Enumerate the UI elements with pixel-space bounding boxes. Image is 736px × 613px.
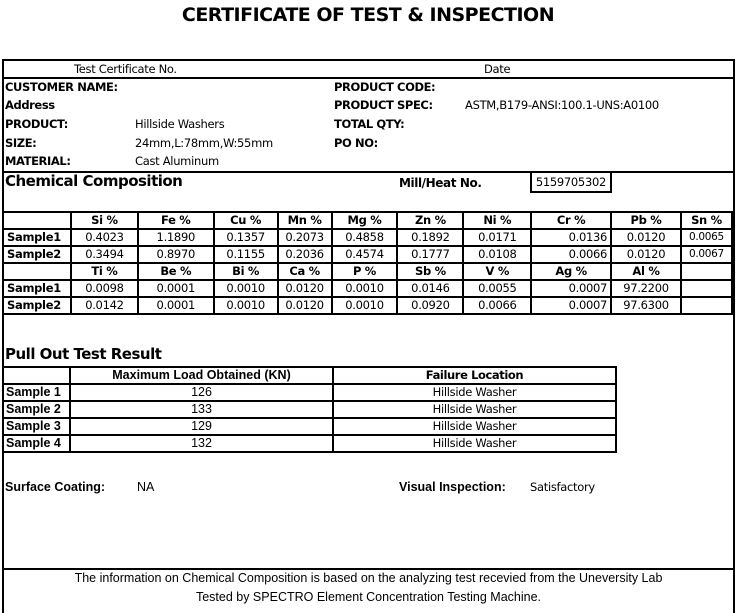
chemical-composition-table: [4, 211, 733, 315]
chemical-composition-title: Chemical Composition: [5, 172, 183, 190]
failure-cell: Hillside Washer: [333, 384, 616, 401]
mill-heat-value: 5159705302: [535, 175, 606, 189]
document-title: CERTIFICATE OF TEST & INSPECTION: [181, 4, 555, 26]
surface-coating-value: NA: [137, 480, 155, 494]
row-label: Sample 1: [4, 384, 70, 401]
column-header: Cr %: [531, 212, 611, 229]
cell: 97.6300: [611, 297, 681, 314]
product-code-label: PRODUCT CODE:: [334, 80, 436, 94]
cell: 0.0066: [531, 246, 611, 263]
column-header: Sb %: [397, 263, 463, 280]
cell: 0.0146: [397, 280, 463, 297]
cell: 0.0007: [531, 297, 611, 314]
column-header: [681, 263, 732, 280]
cell: 0.0055: [463, 280, 531, 297]
test-certificate-label: Test Certificate No.: [74, 62, 177, 76]
cell: [681, 280, 732, 297]
cell: 97.2200: [611, 280, 681, 297]
product-spec-label: PRODUCT SPEC:: [334, 98, 433, 112]
table-row: [4, 401, 616, 418]
row-label: Sample 2: [4, 401, 70, 418]
column-header: Mn %: [278, 212, 332, 229]
column-header: Pb %: [611, 212, 681, 229]
size-label: SIZE:: [5, 136, 37, 150]
cell: 0.0065: [681, 229, 732, 246]
certificate-frame: [2, 59, 735, 613]
column-header: Ni %: [463, 212, 531, 229]
customer-name-label: CUSTOMER NAME:: [5, 80, 118, 94]
mill-heat-box: [530, 173, 612, 193]
cell: 0.0120: [278, 280, 332, 297]
visual-inspection-value: Satisfactory: [530, 480, 595, 494]
cell: 0.2036: [278, 246, 332, 263]
cell: 0.0010: [332, 297, 398, 314]
cell: 0.0010: [332, 280, 398, 297]
empty-cell: [4, 212, 71, 229]
failure-cell: Hillside Washer: [333, 418, 616, 435]
row-label: Sample 3: [4, 418, 70, 435]
cell: 0.4858: [332, 229, 398, 246]
column-header: Ca %: [278, 263, 332, 280]
table-row: [4, 229, 732, 246]
cell: 0.0142: [71, 297, 138, 314]
failure-cell: Hillside Washer: [333, 435, 616, 452]
product-value: Hillside Washers: [135, 117, 225, 131]
cell: 0.0010: [214, 297, 278, 314]
column-header: V %: [463, 263, 531, 280]
chem-header-row-1: [4, 212, 732, 229]
address-label: Address: [5, 98, 55, 112]
total-qty-label: TOTAL QTY:: [334, 117, 405, 131]
pull-out-test-table: [4, 366, 617, 453]
cell: 0.1357: [214, 229, 278, 246]
date-label: Date: [484, 62, 511, 76]
product-label: PRODUCT:: [5, 117, 68, 131]
column-header: Si %: [71, 212, 138, 229]
chem-header-row-2: [4, 263, 732, 280]
pull-header-row: [4, 367, 616, 384]
cell: 0.8970: [138, 246, 214, 263]
column-header: Bi %: [214, 263, 278, 280]
column-header: Zn %: [397, 212, 463, 229]
row-label: Sample1: [4, 229, 71, 246]
column-header: Ti %: [71, 263, 138, 280]
surface-coating-label: Surface Coating:: [5, 480, 106, 494]
row-label: Sample2: [4, 246, 71, 263]
visual-inspection-label: Visual Inspection:: [399, 480, 506, 494]
cell: 0.1155: [214, 246, 278, 263]
cell: 0.0001: [138, 280, 214, 297]
pull-out-test-title: Pull Out Test Result: [5, 345, 162, 363]
cell: 0.0920: [397, 297, 463, 314]
footer-note-line-1: The information on Chemical Composition is based on the analyzing test recevied from the Uneversity Lab: [74, 571, 663, 585]
product-spec-value: ASTM,B179-ANSI:100.1-UNS:A0100: [465, 98, 659, 112]
mill-heat-label: Mill/Heat No.: [399, 176, 482, 190]
column-header: Fe %: [138, 212, 214, 229]
divider: [4, 568, 733, 570]
cell: 0.0098: [71, 280, 138, 297]
material-value: Cast Aluminum: [135, 154, 219, 168]
column-header: Ag %: [531, 263, 611, 280]
column-header: Be %: [138, 263, 214, 280]
row-label: Sample1: [4, 280, 71, 297]
column-header: Cu %: [214, 212, 278, 229]
load-cell: 133: [70, 401, 333, 418]
cell: 0.0066: [463, 297, 531, 314]
cell: 0.2073: [278, 229, 332, 246]
column-header: Al %: [611, 263, 681, 280]
cell: [681, 297, 732, 314]
divider: [4, 77, 733, 79]
column-header: P %: [332, 263, 398, 280]
table-row: [4, 384, 616, 401]
cell: 0.0001: [138, 297, 214, 314]
cell: 0.3494: [71, 246, 138, 263]
cell: 0.1892: [397, 229, 463, 246]
table-row: [4, 246, 732, 263]
cell: 0.0007: [531, 280, 611, 297]
cell: 0.0120: [611, 246, 681, 263]
table-row: [4, 280, 732, 297]
cell: 0.4574: [332, 246, 398, 263]
size-value: 24mm,L:78mm,W:55mm: [135, 136, 273, 150]
cell: 0.4023: [71, 229, 138, 246]
column-header: Sn %: [681, 212, 732, 229]
po-no-label: PO NO:: [334, 136, 378, 150]
cell: 0.0136: [531, 229, 611, 246]
cell: 1.1890: [138, 229, 214, 246]
empty-cell: [4, 367, 70, 384]
load-cell: 132: [70, 435, 333, 452]
cell: 0.0120: [278, 297, 332, 314]
table-row: [4, 435, 616, 452]
row-label: Sample2: [4, 297, 71, 314]
material-label: MATERIAL:: [5, 154, 71, 168]
cell: 0.0171: [463, 229, 531, 246]
cell: 0.0067: [681, 246, 732, 263]
column-header: Failure Location: [333, 367, 616, 384]
empty-cell: [4, 263, 71, 280]
cell: 0.0010: [214, 280, 278, 297]
cell: 0.1777: [397, 246, 463, 263]
cell: 0.0120: [611, 229, 681, 246]
cell: 0.0108: [463, 246, 531, 263]
footer-note-line-2: Tested by SPECTRO Element Concentration Testing Machine.: [195, 590, 542, 604]
column-header: Maximum Load Obtained (KN): [70, 367, 333, 384]
table-row: [4, 297, 732, 314]
table-row: [4, 418, 616, 435]
load-cell: 126: [70, 384, 333, 401]
row-label: Sample 4: [4, 435, 70, 452]
failure-cell: Hillside Washer: [333, 401, 616, 418]
column-header: Mg %: [332, 212, 398, 229]
load-cell: 129: [70, 418, 333, 435]
